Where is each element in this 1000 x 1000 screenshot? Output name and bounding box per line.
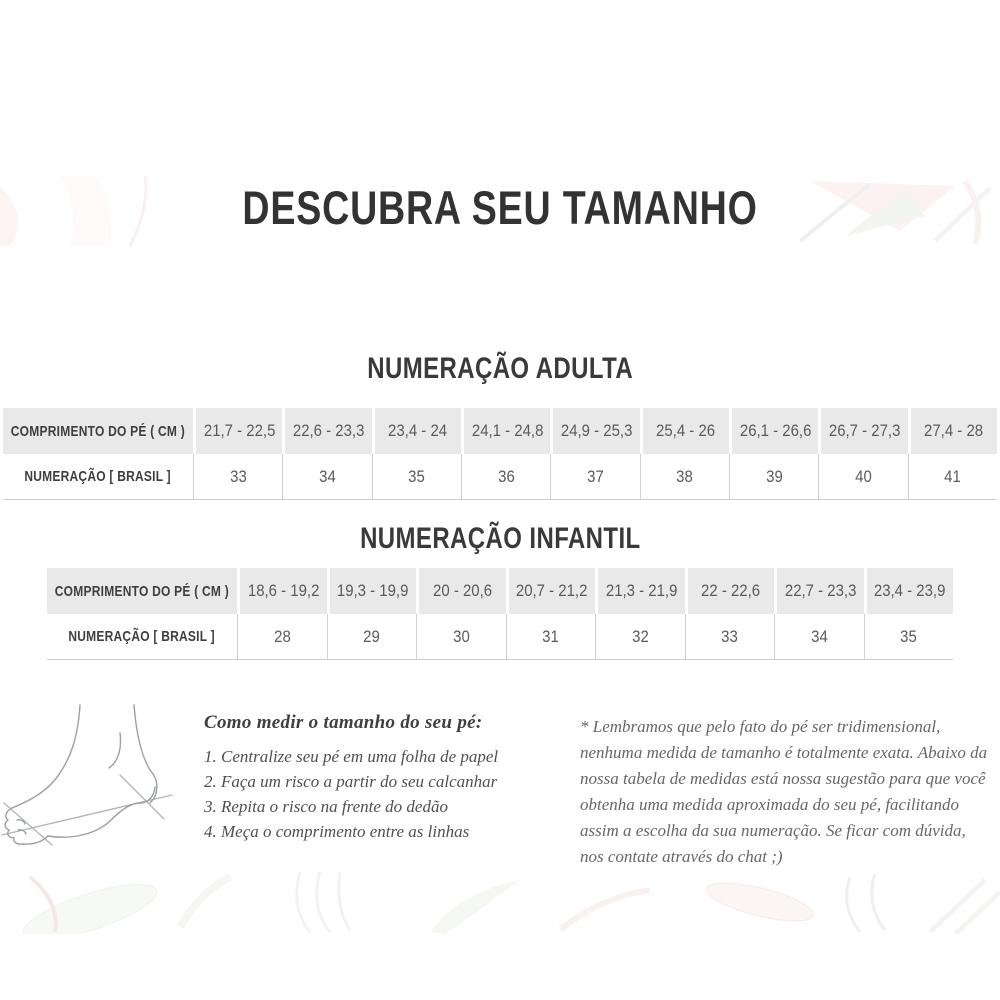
page-title: DESCUBRA SEU TAMANHO bbox=[242, 181, 758, 234]
disclaimer-note: * Lembramos que pelo fato do pé ser tridimensional, nenhuma medida de tamanho é totalmente exata. Abaixo da nossa tabela de medidas está nossa sugestão para que você obtenha uma medida aproximada do seu pé, facilitando assim a escolha da sua numeração. Se ficar com dúvida, nos contate através do chat ;) bbox=[580, 717, 988, 866]
adult-length-range: 21,7 - 22,5 bbox=[193, 408, 282, 454]
adult-section-heading: NUMERAÇÃO ADULTA bbox=[367, 352, 633, 385]
how-to-step-1: 1. Centralize seu pé em uma folha de papel bbox=[204, 747, 499, 766]
background-pattern-bottom bbox=[0, 872, 1000, 934]
adult-size-value: 39 bbox=[729, 454, 818, 500]
infant-length-label: COMPRIMENTO DO PÉ ( CM ) bbox=[47, 568, 237, 614]
infant-size-value: 30 bbox=[416, 614, 506, 660]
how-to-measure-section bbox=[204, 712, 584, 844]
adult-length-range: 23,4 - 24 bbox=[372, 408, 461, 454]
infant-length-range: 18,6 - 19,2 bbox=[237, 568, 327, 614]
how-to-step-3: 3. Repita o risco na frente do dedão bbox=[204, 797, 448, 816]
how-to-measure-heading: Como medir o tamanho do seu pé: bbox=[204, 712, 483, 733]
adult-size-value: 36 bbox=[461, 454, 550, 500]
infant-size-value: 33 bbox=[685, 614, 775, 660]
infant-size-table bbox=[47, 568, 953, 660]
infant-size-label: NUMERAÇÃO [ BRASIL ] bbox=[47, 614, 237, 660]
adult-size-value: 38 bbox=[640, 454, 729, 500]
adult-length-range: 25,4 - 26 bbox=[640, 408, 729, 454]
adult-size-table bbox=[3, 408, 997, 500]
adult-size-label: NUMERAÇÃO [ BRASIL ] bbox=[3, 454, 193, 500]
infant-size-value: 34 bbox=[774, 614, 864, 660]
infant-length-range: 20,7 - 21,2 bbox=[506, 568, 596, 614]
adult-length-range: 22,6 - 23,3 bbox=[282, 408, 371, 454]
infant-length-range: 23,4 - 23,9 bbox=[864, 568, 954, 614]
adult-length-range: 24,9 - 25,3 bbox=[550, 408, 639, 454]
infant-size-value: 35 bbox=[864, 614, 954, 660]
infant-section-heading: NUMERAÇÃO INFANTIL bbox=[359, 522, 641, 555]
infant-length-range: 19,3 - 19,9 bbox=[327, 568, 417, 614]
infant-size-value: 28 bbox=[237, 614, 327, 660]
adult-size-value: 40 bbox=[818, 454, 907, 500]
infant-size-value: 29 bbox=[327, 614, 417, 660]
adult-size-value: 37 bbox=[550, 454, 639, 500]
infant-size-value: 31 bbox=[506, 614, 596, 660]
adult-length-range: 26,7 - 27,3 bbox=[818, 408, 907, 454]
adult-length-range: 27,4 - 28 bbox=[908, 408, 997, 454]
adult-length-range: 24,1 - 24,8 bbox=[461, 408, 550, 454]
adult-size-value: 41 bbox=[908, 454, 997, 500]
infant-size-value: 32 bbox=[595, 614, 685, 660]
adult-length-label: COMPRIMENTO DO PÉ ( CM ) bbox=[3, 408, 193, 454]
adult-size-value: 34 bbox=[282, 454, 371, 500]
infant-length-range: 21,3 - 21,9 bbox=[595, 568, 685, 614]
foot-measurement-illustration bbox=[0, 703, 190, 853]
how-to-step-2: 2. Faça um risco a partir do seu calcanhar bbox=[204, 772, 498, 791]
infant-length-range: 20 - 20,6 bbox=[416, 568, 506, 614]
how-to-step-4: 4. Meça o comprimento entre as linhas bbox=[204, 822, 470, 841]
adult-size-value: 33 bbox=[193, 454, 282, 500]
adult-length-range: 26,1 - 26,6 bbox=[729, 408, 818, 454]
infant-length-range: 22,7 - 23,3 bbox=[774, 568, 864, 614]
infant-length-range: 22 - 22,6 bbox=[685, 568, 775, 614]
adult-size-value: 35 bbox=[372, 454, 461, 500]
